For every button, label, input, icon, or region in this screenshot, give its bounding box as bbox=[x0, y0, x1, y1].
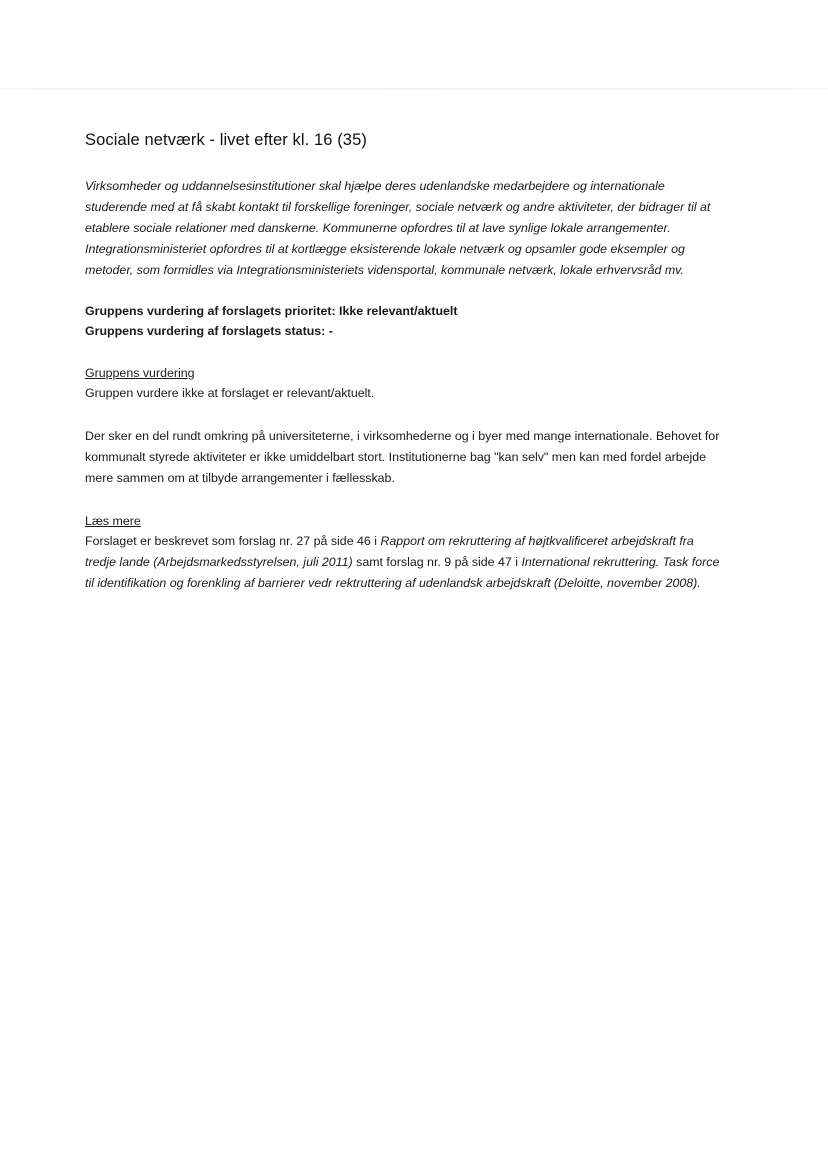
read-more-paragraph bbox=[85, 531, 725, 594]
read-more-text-1: Forslaget er beskrevet som forslag nr. 27 på side 46 i bbox=[85, 534, 381, 548]
status-line: Gruppens vurdering af forslagets status: - bbox=[85, 324, 333, 338]
reference-deloitte: International rekruttering. Task force til identifikation og forenkling af barrierer vedr rektruttering af udenlandsk arbejdskraft (Deloitte, november 2008). bbox=[85, 555, 720, 590]
assessment-heading: Gruppens vurdering bbox=[85, 366, 195, 380]
scan-artifact-line bbox=[0, 88, 828, 90]
discussion-section bbox=[85, 426, 725, 489]
assessment-summary bbox=[85, 301, 725, 341]
read-more-section bbox=[85, 511, 725, 594]
page-title: Sociale netværk - livet efter kl. 16 (35) bbox=[85, 131, 367, 149]
assessment-section bbox=[85, 363, 725, 404]
discussion-paragraph: Der sker en del rundt omkring på universiteterne, i virksomhederne og i byer med mange internationale. Behovet for kommunalt styrede aktiviteter er ikke umiddelbart stort. Institutionerne bag "kan selv" men kan med fordel arbejde mere sammen om at tilbyde arrangementer i fællesskab. bbox=[85, 429, 720, 485]
assessment-text: Gruppen vurdere ikke at forslaget er relevant/aktuelt. bbox=[85, 386, 375, 400]
priority-line: Gruppens vurdering af forslagets prioritet: Ikke relevant/aktuelt bbox=[85, 304, 458, 318]
intro-paragraph: Virksomheder og uddannelsesinstitutioner skal hjælpe deres udenlandske medarbejdere og internationale studerende med at få skabt kontakt til forskellige foreninger, sociale netværk og andre aktiviteter, der bidrager til at etablere sociale relationer med danskerne. Kommunerne opfordres til at lave synlige lokale arrangementer. Integrationsministeriet opfordres til at kortlægge eksisterende lokale netværk og opsamler gode eksempler og metoder, som formidles via Integrationsministeriets vidensportal, kommunale netværk, lokale erhvervsråd mv. bbox=[85, 179, 711, 277]
document-body bbox=[85, 131, 725, 616]
read-more-heading: Læs mere bbox=[85, 514, 141, 528]
read-more-text-2: samt forslag nr. 9 på side 47 i bbox=[352, 555, 522, 569]
reference-rapport: Rapport om rekruttering af højtkvalificeret arbejdskraft fra tredje lande (Arbejdsmarkedsstyrelsen, juli 2011) bbox=[85, 534, 694, 569]
